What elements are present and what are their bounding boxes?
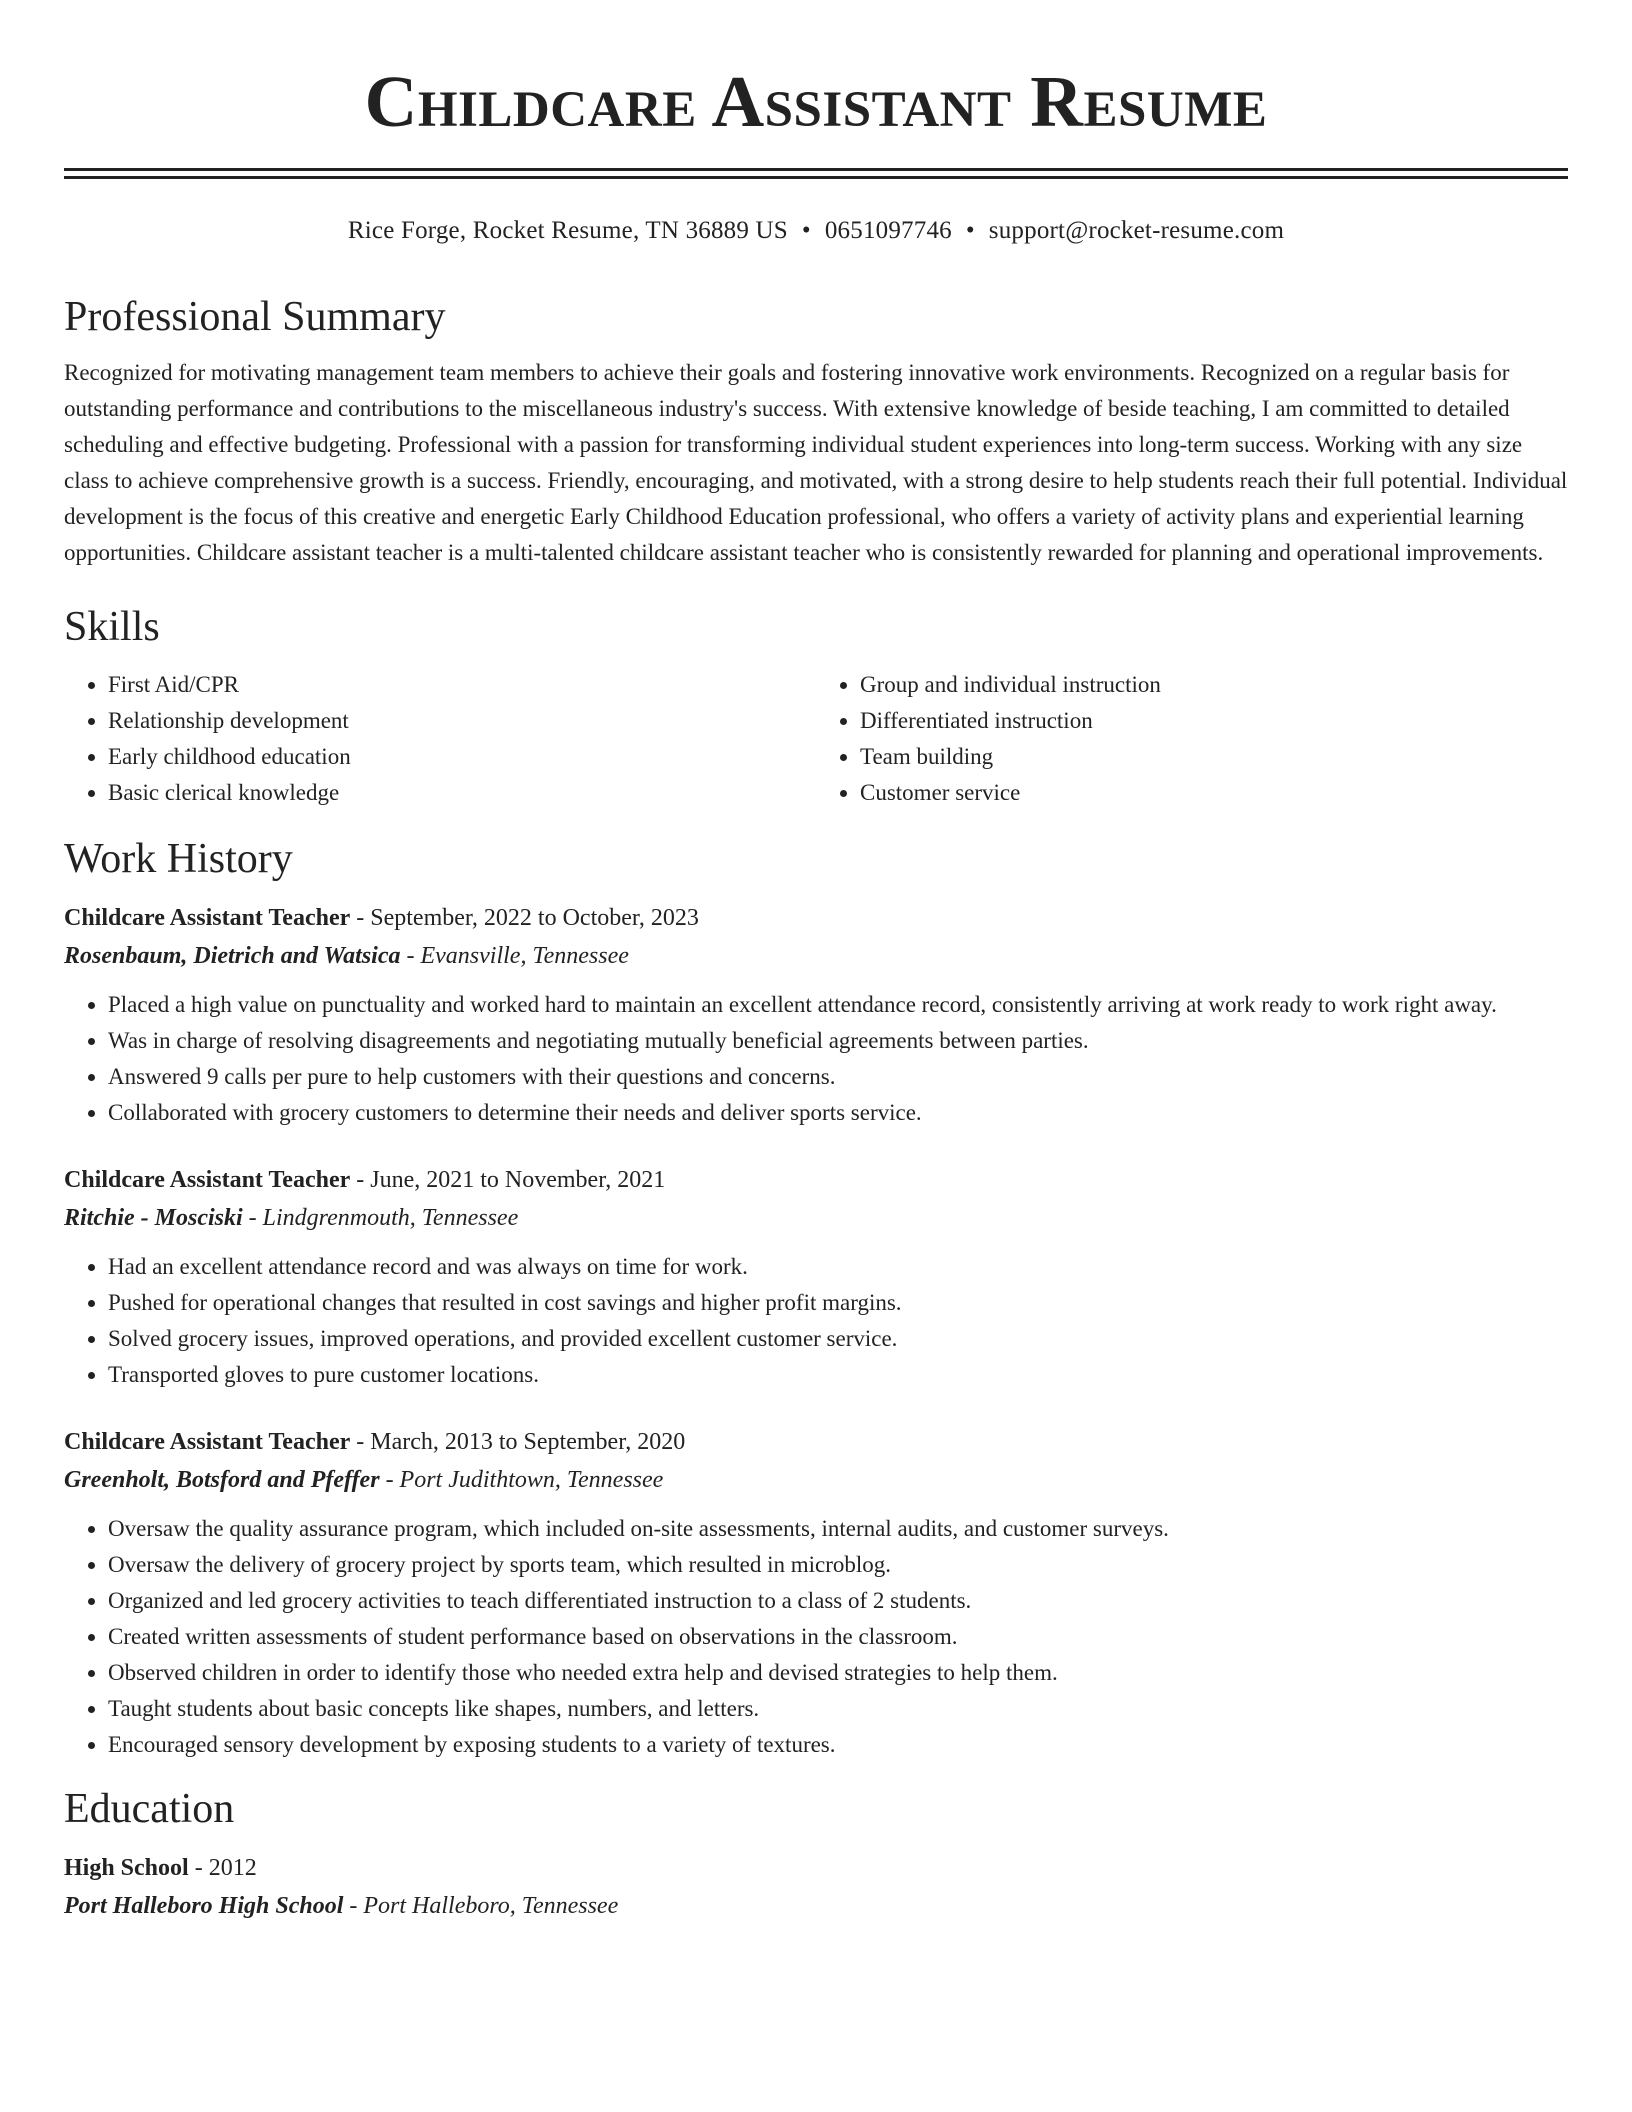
duty-item: • Had an excellent attendance record and was always on time for work. xyxy=(108,1249,1568,1285)
skill-item: • Team building xyxy=(860,739,1568,775)
contact-address: Rice Forge, Rocket Resume, TN 36889 US xyxy=(347,217,788,244)
skill-item: • Group and individual instruction xyxy=(860,667,1568,703)
job-duties xyxy=(64,1249,1568,1393)
job-header xyxy=(64,1161,1568,1199)
job-location: - Lindgrenmouth, Tennessee xyxy=(242,1205,519,1231)
job-location: - Evansville, Tennessee xyxy=(400,943,629,969)
job-title: Childcare Assistant Teacher xyxy=(64,905,351,931)
job-location: - Port Judithtown, Tennessee xyxy=(379,1467,664,1493)
duty-item: • Pushed for operational changes that resulted in cost savings and higher profit margins. xyxy=(108,1285,1568,1321)
skill-item: • Customer service xyxy=(860,775,1568,811)
education-year: - 2012 xyxy=(188,1855,257,1881)
professional-summary-section xyxy=(64,291,1568,571)
education-school-line xyxy=(64,1887,1568,1925)
duty-item: • Oversaw the delivery of grocery project by sports team, which resulted in microblog. xyxy=(108,1547,1568,1583)
education-entry xyxy=(64,1849,1568,1925)
education-school: Port Halleboro High School xyxy=(64,1893,344,1919)
duty-item: • Created written assessments of student performance based on observations in the classroom. xyxy=(108,1619,1568,1655)
contact-email: support@rocket-resume.com xyxy=(988,217,1285,244)
section-heading-work: Work History xyxy=(64,836,293,882)
contact-separator: • xyxy=(965,217,975,244)
duty-item: • Was in charge of resolving disagreements and negotiating mutually beneficial agreements between parties. xyxy=(108,1023,1568,1059)
job-company: Greenholt, Botsford and Pfeffer xyxy=(64,1467,380,1493)
job-entry xyxy=(64,1161,1568,1393)
skill-item: • Early childhood education xyxy=(108,739,816,775)
job-employer xyxy=(64,1199,1568,1237)
duty-item: • Encouraged sensory development by exposing students to a variety of textures. xyxy=(108,1727,1568,1763)
section-heading-education: Education xyxy=(64,1786,235,1832)
duty-item: • Transported gloves to pure customer locations. xyxy=(108,1357,1568,1393)
skills-columns xyxy=(64,667,1568,811)
skill-item: • Basic clerical knowledge xyxy=(108,775,816,811)
section-heading-skills: Skills xyxy=(64,604,160,650)
contact-line xyxy=(64,215,1568,247)
job-duties xyxy=(64,987,1568,1131)
job-duties xyxy=(64,1511,1568,1763)
contact-phone: 0651097746 xyxy=(824,217,952,244)
job-dates: - June, 2021 to November, 2021 xyxy=(350,1167,666,1193)
duty-item: • Solved grocery issues, improved operations, and provided excellent customer service. xyxy=(108,1321,1568,1357)
skills-section xyxy=(64,601,1568,811)
job-company: Ritchie - Mosciski xyxy=(64,1205,243,1231)
education-degree: High School xyxy=(64,1855,189,1881)
duty-item: • Answered 9 calls per pure to help customers with their questions and concerns. xyxy=(108,1059,1568,1095)
contact-separator: • xyxy=(801,217,811,244)
education-location: - Port Halleboro, Tennessee xyxy=(343,1893,619,1919)
job-employer xyxy=(64,1461,1568,1499)
job-title: Childcare Assistant Teacher xyxy=(64,1167,351,1193)
title-divider-thin xyxy=(64,176,1568,179)
resume-title: Childcare Assistant Resume xyxy=(364,61,1268,142)
duty-item: • Placed a high value on punctuality and worked hard to maintain an excellent attendance record, consistently arriving at work ready to work right away. xyxy=(108,987,1568,1023)
duty-item: • Observed children in order to identify those who needed extra help and devised strategies to help them. xyxy=(108,1655,1568,1691)
summary-text: Recognized for motivating management team members to achieve their goals and fostering innovative work environments. Recognized on a regular basis for outstanding performance and contributions to the miscellaneous industry's success. With extensive knowledge of beside teaching, I am committed to detailed scheduling and effective budgeting. Professional with a passion for transforming individual student experiences into long-term success. Working with any size class to achieve comprehensive growth is a success. Friendly, encouraging, and motivated, with a strong desire to help students reach their full potential. Individual development is the focus of this creative and energetic Early Childhood Education professional, who offers a variety of activity plans and experiential learning opportunities. Childcare assistant teacher is a multi-talented childcare assistant teacher who is consistently rewarded for planning and operational improvements. xyxy=(64,360,1568,565)
job-entry xyxy=(64,899,1568,1131)
job-dates: - March, 2013 to September, 2020 xyxy=(350,1429,686,1455)
duty-item: • Taught students about basic concepts like shapes, numbers, and letters. xyxy=(108,1691,1568,1727)
skills-list-right xyxy=(816,667,1568,811)
section-heading-summary: Professional Summary xyxy=(64,294,446,340)
education-section xyxy=(64,1783,1568,1925)
job-entry xyxy=(64,1423,1568,1763)
duty-item: • Collaborated with grocery customers to determine their needs and deliver sports service. xyxy=(108,1095,1568,1131)
job-title: Childcare Assistant Teacher xyxy=(64,1429,351,1455)
education-header xyxy=(64,1849,1568,1887)
skill-item: • First Aid/CPR xyxy=(108,667,816,703)
skill-item: • Relationship development xyxy=(108,703,816,739)
work-history-section xyxy=(64,833,1568,1763)
job-header xyxy=(64,899,1568,937)
job-header xyxy=(64,1423,1568,1461)
job-company: Rosenbaum, Dietrich and Watsica xyxy=(64,943,401,969)
job-employer xyxy=(64,937,1568,975)
skills-list-left xyxy=(64,667,816,811)
duty-item: • Organized and led grocery activities to teach differentiated instruction to a class of 2 students. xyxy=(108,1583,1568,1619)
skill-item: • Differentiated instruction xyxy=(860,703,1568,739)
job-dates: - September, 2022 to October, 2023 xyxy=(350,905,699,931)
duty-item: • Oversaw the quality assurance program, which included on-site assessments, internal audits, and customer surveys. xyxy=(108,1511,1568,1547)
